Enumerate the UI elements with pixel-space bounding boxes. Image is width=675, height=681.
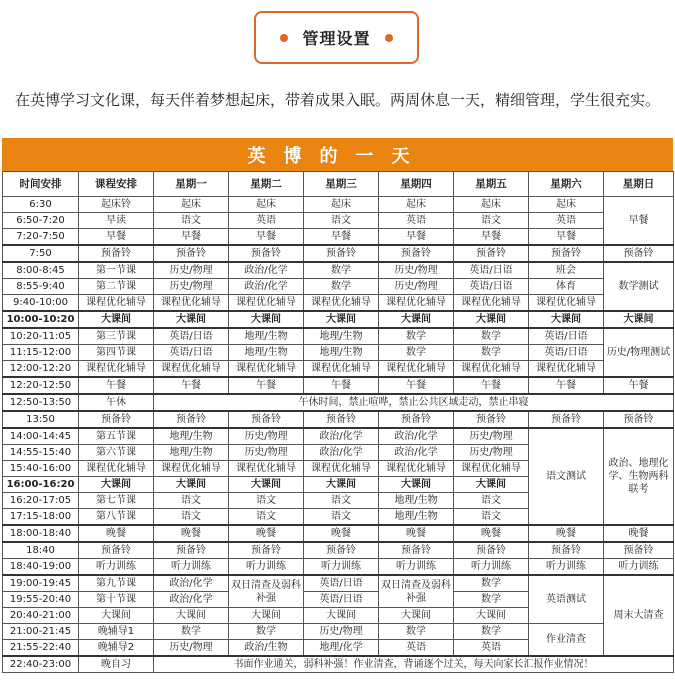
table-cell: 语文 <box>454 493 529 509</box>
table-cell: 政治/化学 <box>304 428 379 445</box>
col-mon: 星期一 <box>154 172 229 197</box>
table-cell: 听力训练 <box>529 559 604 576</box>
table-cell: 英语/日语 <box>304 575 379 592</box>
table-cell: 数学测试 <box>604 262 674 311</box>
table-cell: 语文 <box>229 493 304 509</box>
table-cell: 预备铃 <box>529 542 604 559</box>
col-wed: 星期三 <box>304 172 379 197</box>
table-cell: 政治、地理化学、生物两科联考 <box>604 428 674 525</box>
table-cell: 体育 <box>529 279 604 295</box>
table-cell: 数学 <box>454 345 529 361</box>
table-cell: 预备铃 <box>79 245 154 262</box>
table-cell: 早读 <box>79 213 154 229</box>
table-cell: 双日清查及弱科补强 <box>229 575 304 608</box>
table-cell: 数学 <box>304 262 379 279</box>
table-cell: 课程优化辅导 <box>379 461 454 477</box>
table-cell: 课程优化辅导 <box>229 295 304 312</box>
table-cell: 预备铃 <box>229 245 304 262</box>
schedule-banner: 英博的一天 <box>2 138 673 171</box>
table-cell: 大课间 <box>304 608 379 624</box>
table-cell: 起床 <box>454 197 529 213</box>
table-cell: 午餐 <box>604 377 674 394</box>
table-cell: 早餐 <box>454 229 529 246</box>
table-cell: 听力训练 <box>229 559 304 576</box>
table-cell: 起床 <box>379 197 454 213</box>
table-cell: 英语 <box>529 213 604 229</box>
header-row <box>3 172 674 197</box>
table-cell: 早餐 <box>304 229 379 246</box>
table-cell: 政治/生物 <box>229 640 304 657</box>
table-cell: 英语/日语 <box>529 345 604 361</box>
table-cell: 大课间 <box>454 311 529 328</box>
table-cell: 8:55-9:40 <box>3 279 79 295</box>
table-cell: 11:15-12:00 <box>3 345 79 361</box>
table-cell: 12:20-12:50 <box>3 377 79 394</box>
table-cell: 大课间 <box>229 608 304 624</box>
table-cell: 预备铃 <box>604 542 674 559</box>
table-cell: 课程优化辅导 <box>379 295 454 312</box>
table-cell: 预备铃 <box>379 245 454 262</box>
table-cell: 第八节课 <box>79 509 154 526</box>
table-row <box>3 624 674 640</box>
table-cell: 听力训练 <box>79 559 154 576</box>
table-cell: 晚餐 <box>379 525 454 542</box>
table-cell: 大课间 <box>304 311 379 328</box>
table-cell: 大课间 <box>154 311 229 328</box>
table-cell: 晚餐 <box>229 525 304 542</box>
table-cell: 14:00-14:45 <box>3 428 79 445</box>
table-cell: 晚辅导1 <box>79 624 154 640</box>
table-cell: 数学 <box>229 624 304 640</box>
table-cell: 课程优化辅导 <box>79 461 154 477</box>
table-cell: 预备铃 <box>529 411 604 428</box>
table-cell: 历史/物理 <box>154 279 229 295</box>
table-cell: 晚餐 <box>79 525 154 542</box>
table-cell: 起床 <box>229 197 304 213</box>
table-cell: 大课间 <box>304 477 379 493</box>
table-cell: 8:00-8:45 <box>3 262 79 279</box>
table-cell: 数学 <box>379 328 454 345</box>
table-cell: 英语/日语 <box>454 262 529 279</box>
table-cell: 地理/生物 <box>154 428 229 445</box>
table-cell: 大课间 <box>604 311 674 328</box>
table-cell: 大课间 <box>379 477 454 493</box>
table-cell: 预备铃 <box>154 411 229 428</box>
table-cell: 15:40-16:00 <box>3 461 79 477</box>
table-cell: 第三节课 <box>79 328 154 345</box>
table-cell: 第五节课 <box>79 428 154 445</box>
table-cell: 英语/日语 <box>454 279 529 295</box>
nap-rule-note: 午休时间，禁止喧哗，禁止公共区域走动，禁止串寝 <box>154 394 674 411</box>
table-cell: 地理/生物 <box>154 445 229 461</box>
table-cell: 6:30 <box>3 197 79 213</box>
table-cell: 10:00-10:20 <box>3 311 79 328</box>
table-cell: 早餐 <box>604 197 674 246</box>
table-cell: 课程优化辅导 <box>304 461 379 477</box>
table-cell: 英语/日语 <box>304 592 379 608</box>
table-row <box>3 525 674 542</box>
table-cell: 语文 <box>154 509 229 526</box>
table-cell: 地理/生物 <box>379 493 454 509</box>
table-row <box>3 197 674 213</box>
table-cell: 第二节课 <box>79 279 154 295</box>
table-cell: 历史/物理 <box>454 445 529 461</box>
table-cell: 课程优化辅导 <box>454 361 529 378</box>
table-cell: 晚辅导2 <box>79 640 154 657</box>
table-row <box>3 394 674 411</box>
table-cell: 16:20-17:05 <box>3 493 79 509</box>
table-cell: 19:00-19:45 <box>3 575 79 592</box>
table-cell: 午休 <box>79 394 154 411</box>
table-row <box>3 559 674 576</box>
table-cell: 晚餐 <box>604 525 674 542</box>
table-cell: 课程优化辅导 <box>529 295 604 312</box>
table-cell: 7:20-7:50 <box>3 229 79 246</box>
table-cell: 预备铃 <box>79 411 154 428</box>
table-cell: 数学 <box>379 345 454 361</box>
col-sat: 星期六 <box>529 172 604 197</box>
table-cell: 听力训练 <box>304 559 379 576</box>
table-row <box>3 361 674 378</box>
table-cell: 6:50-7:20 <box>3 213 79 229</box>
table-cell: 地理/生物 <box>379 509 454 526</box>
table-cell: 数学 <box>154 624 229 640</box>
table-cell: 第一节课 <box>79 262 154 279</box>
table-row <box>3 377 674 394</box>
table-cell: 大课间 <box>454 608 529 624</box>
daily-schedule-table <box>2 171 674 673</box>
table-cell: 大课间 <box>229 311 304 328</box>
table-cell: 地理/生物 <box>304 345 379 361</box>
table-cell: 语文 <box>154 493 229 509</box>
table-cell: 第十节课 <box>79 592 154 608</box>
table-cell: 政治/化学 <box>229 279 304 295</box>
table-row <box>3 328 674 345</box>
table-cell: 晚餐 <box>454 525 529 542</box>
table-cell: 地理/生物 <box>229 345 304 361</box>
table-cell: 课程优化辅导 <box>154 295 229 312</box>
table-cell: 课程优化辅导 <box>379 361 454 378</box>
table-row <box>3 575 674 592</box>
left-dot-icon <box>280 34 288 42</box>
evening-study-note: 书面作业通关，弱科补强！作业清查，背诵逐个过关，每天向家长汇报作业情况！ <box>154 656 674 673</box>
table-cell: 7:50 <box>3 245 79 262</box>
table-cell: 数学 <box>454 624 529 640</box>
table-cell: 历史/物理 <box>379 262 454 279</box>
table-cell: 政治/化学 <box>379 428 454 445</box>
table-cell: 预备铃 <box>79 542 154 559</box>
table-cell: 政治/化学 <box>154 592 229 608</box>
table-cell: 英语 <box>229 213 304 229</box>
table-cell: 预备铃 <box>154 542 229 559</box>
table-cell: 历史/物理 <box>154 262 229 279</box>
table-cell: 语文 <box>304 493 379 509</box>
table-cell: 课程优化辅导 <box>304 295 379 312</box>
table-cell: 18:40 <box>3 542 79 559</box>
table-cell: 13:50 <box>3 411 79 428</box>
table-cell: 17:15-18:00 <box>3 509 79 526</box>
table-cell: 数学 <box>304 279 379 295</box>
table-cell: 大课间 <box>229 477 304 493</box>
table-cell: 语文 <box>304 213 379 229</box>
table-row <box>3 428 674 445</box>
table-cell: 英语 <box>454 640 529 657</box>
table-cell: 晚餐 <box>154 525 229 542</box>
table-cell: 大课间 <box>154 477 229 493</box>
table-cell: 预备铃 <box>379 411 454 428</box>
table-row <box>3 542 674 559</box>
table-cell: 早餐 <box>154 229 229 246</box>
table-cell: 课程优化辅导 <box>79 361 154 378</box>
table-cell: 课程优化辅导 <box>154 361 229 378</box>
table-cell: 预备铃 <box>304 542 379 559</box>
table-cell: 语文 <box>454 509 529 526</box>
table-cell: 早餐 <box>79 229 154 246</box>
table-cell: 周末大清查 <box>604 575 674 656</box>
table-cell: 晚餐 <box>529 525 604 542</box>
table-cell: 起床 <box>529 197 604 213</box>
table-cell: 英语 <box>379 640 454 657</box>
table-cell: 12:50-13:50 <box>3 394 79 411</box>
table-cell: 数学 <box>454 575 529 592</box>
table-cell: 午餐 <box>379 377 454 394</box>
table-cell: 预备铃 <box>304 245 379 262</box>
table-cell: 16:00-16:20 <box>3 477 79 493</box>
table-cell: 听力训练 <box>379 559 454 576</box>
table-cell: 22:40-23:00 <box>3 656 79 673</box>
table-row <box>3 311 674 328</box>
table-cell: 地理/生物 <box>304 328 379 345</box>
table-cell: 10:20-11:05 <box>3 328 79 345</box>
section-title: 管理设置 <box>302 29 371 48</box>
table-cell: 作业清查 <box>529 624 604 657</box>
table-cell: 18:00-18:40 <box>3 525 79 542</box>
table-cell: 预备铃 <box>529 245 604 262</box>
table-cell: 20:40-21:00 <box>3 608 79 624</box>
table-cell: 预备铃 <box>454 542 529 559</box>
table-cell: 起床铃 <box>79 197 154 213</box>
table-cell: 第四节课 <box>79 345 154 361</box>
table-row <box>3 656 674 673</box>
col-thu: 星期四 <box>379 172 454 197</box>
table-cell: 语文 <box>229 509 304 526</box>
table-cell: 班会 <box>529 262 604 279</box>
col-time: 时间安排 <box>3 172 79 197</box>
table-cell: 12:00-12:20 <box>3 361 79 378</box>
col-course: 课程安排 <box>79 172 154 197</box>
table-cell: 历史/物理 <box>454 428 529 445</box>
table-cell: 历史/物理 <box>229 428 304 445</box>
table-cell: 19:55-20:40 <box>3 592 79 608</box>
table-cell: 大课间 <box>79 477 154 493</box>
table-cell: 英语 <box>379 213 454 229</box>
table-cell: 大课间 <box>79 311 154 328</box>
table-cell: 历史/物理 <box>229 445 304 461</box>
table-cell: 课程优化辅导 <box>154 461 229 477</box>
table-cell: 14:55-15:40 <box>3 445 79 461</box>
table-cell: 课程优化辅导 <box>304 361 379 378</box>
table-cell: 早餐 <box>229 229 304 246</box>
table-cell: 起床 <box>154 197 229 213</box>
table-cell: 课程优化辅导 <box>454 295 529 312</box>
table-cell: 英语测试 <box>529 575 604 624</box>
table-row <box>3 411 674 428</box>
table-cell: 第九节课 <box>79 575 154 592</box>
table-cell: 政治/化学 <box>304 445 379 461</box>
col-sun: 星期日 <box>604 172 674 197</box>
table-cell: 语文 <box>304 509 379 526</box>
table-cell: 数学 <box>454 328 529 345</box>
table-cell: 预备铃 <box>304 411 379 428</box>
table-row <box>3 245 674 262</box>
table-cell: 课程优化辅导 <box>229 361 304 378</box>
table-cell: 大课间 <box>529 311 604 328</box>
table-row <box>3 279 674 295</box>
table-row <box>3 345 674 361</box>
table-cell: 预备铃 <box>454 245 529 262</box>
table-cell: 政治/化学 <box>379 445 454 461</box>
table-cell: 预备铃 <box>229 411 304 428</box>
table-cell: 课程优化辅导 <box>529 361 604 378</box>
table-cell: 预备铃 <box>604 411 674 428</box>
table-cell: 地理/生物 <box>229 328 304 345</box>
table-cell: 午餐 <box>79 377 154 394</box>
table-cell: 晚自习 <box>79 656 154 673</box>
table-cell: 午餐 <box>229 377 304 394</box>
table-cell: 政治/化学 <box>154 575 229 592</box>
table-cell: 课程优化辅导 <box>79 295 154 312</box>
table-cell: 9:40-10:00 <box>3 295 79 312</box>
table-cell: 历史/物理 <box>304 624 379 640</box>
table-cell: 政治/化学 <box>229 262 304 279</box>
table-cell: 大课间 <box>454 477 529 493</box>
table-row <box>3 295 674 312</box>
table-cell: 早餐 <box>529 229 604 246</box>
section-header <box>0 0 675 74</box>
table-cell: 预备铃 <box>154 245 229 262</box>
table-cell: 午餐 <box>454 377 529 394</box>
table-cell: 地理/化学 <box>304 640 379 657</box>
table-cell: 午餐 <box>154 377 229 394</box>
table-cell: 听力训练 <box>454 559 529 576</box>
table-cell: 数学 <box>454 592 529 608</box>
table-cell: 大课间 <box>154 608 229 624</box>
col-fri: 星期五 <box>454 172 529 197</box>
table-cell: 午餐 <box>529 377 604 394</box>
table-cell: 预备铃 <box>379 542 454 559</box>
table-cell: 双日清查及弱科补强 <box>379 575 454 608</box>
table-cell: 预备铃 <box>604 245 674 262</box>
table-cell: 预备铃 <box>454 411 529 428</box>
table-cell: 英语/日语 <box>154 345 229 361</box>
table-row <box>3 262 674 279</box>
table-cell: 21:00-21:45 <box>3 624 79 640</box>
table-cell: 数学 <box>379 624 454 640</box>
table-cell: 午餐 <box>304 377 379 394</box>
table-row <box>3 229 674 246</box>
table-cell: 听力训练 <box>154 559 229 576</box>
intro-paragraph: 在英博学习文化课，每天伴着梦想起床，带着成果入眠。两周休息一天，精细管理，学生很充实。 <box>14 91 660 109</box>
table-cell: 英语/日语 <box>154 328 229 345</box>
table-cell: 大课间 <box>379 608 454 624</box>
table-cell: 第六节课 <box>79 445 154 461</box>
table-cell: 预备铃 <box>229 542 304 559</box>
table-cell: 英语/日语 <box>529 328 604 345</box>
col-tue: 星期二 <box>229 172 304 197</box>
table-cell: 语文 <box>154 213 229 229</box>
table-cell: 起床 <box>304 197 379 213</box>
right-dot-icon <box>385 34 393 42</box>
table-cell: 课程优化辅导 <box>229 461 304 477</box>
table-cell: 历史/物理 <box>379 279 454 295</box>
section-title-box <box>254 11 419 64</box>
table-cell: 大课间 <box>79 608 154 624</box>
table-cell: 18:40-19:00 <box>3 559 79 576</box>
table-cell: 第七节课 <box>79 493 154 509</box>
table-cell: 大课间 <box>379 311 454 328</box>
table-row <box>3 213 674 229</box>
table-cell: 历史/物理测试 <box>604 328 674 377</box>
table-cell: 课程优化辅导 <box>454 461 529 477</box>
table-cell: 历史/物理 <box>154 640 229 657</box>
table-cell: 听力训练 <box>604 559 674 576</box>
table-cell: 早餐 <box>379 229 454 246</box>
table-cell: 语文 <box>454 213 529 229</box>
table-cell: 语文测试 <box>529 428 604 525</box>
table-cell: 21:55-22:40 <box>3 640 79 657</box>
table-cell: 晚餐 <box>304 525 379 542</box>
